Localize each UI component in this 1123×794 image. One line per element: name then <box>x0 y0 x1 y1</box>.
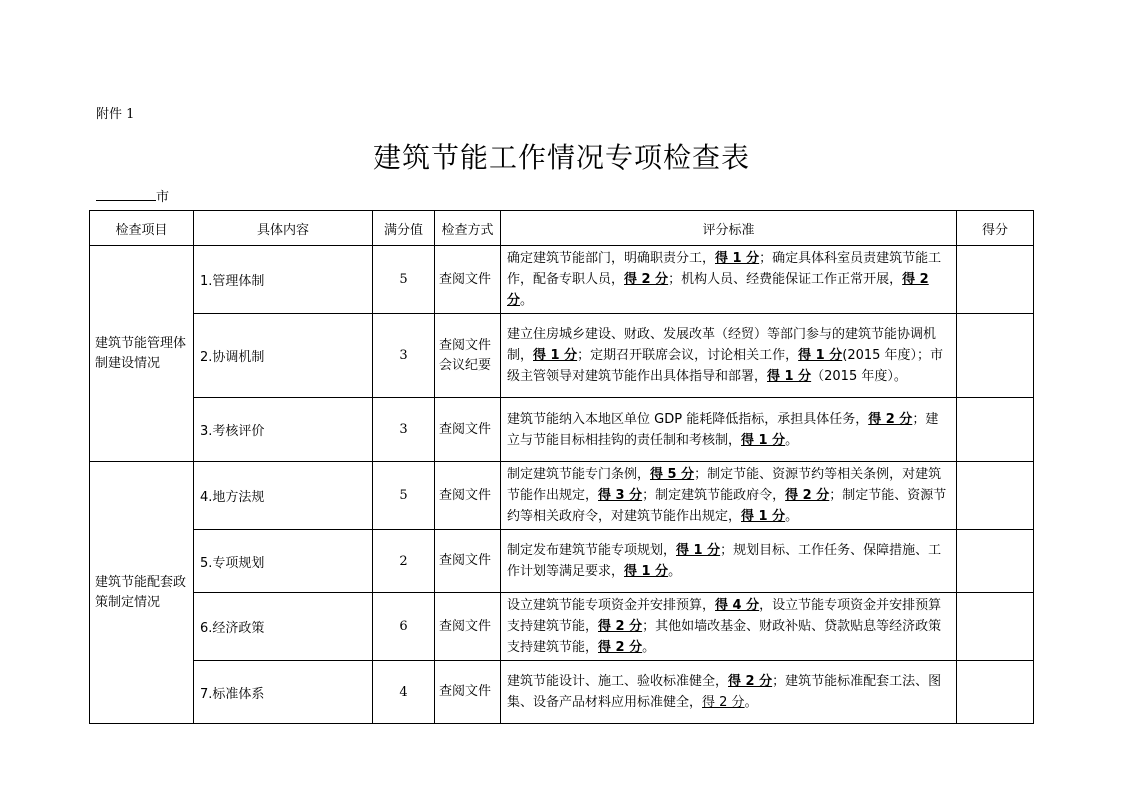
full-score-cell: 3 <box>373 314 435 398</box>
method-cell: 查阅文件会议纪要 <box>435 314 501 398</box>
criteria-cell <box>501 398 957 462</box>
criteria-text: ，设立节能专项资金并安排预算支持建筑节能， <box>507 598 942 634</box>
full-score-cell: 6 <box>373 593 435 661</box>
city-line <box>96 186 169 205</box>
page-title: 建筑节能工作情况专项检查表 <box>372 141 750 174</box>
score-emphasis: 得 1 分 <box>798 348 843 363</box>
criteria-text: ；定期召开联席会议，讨论相关工作， <box>577 348 799 363</box>
method-cell: 查阅文件 <box>435 462 501 530</box>
criteria-text: 建立住房城乡建设、财政、发展改革（经贸）等部门参与的建筑节能协调机制， <box>507 327 937 363</box>
full-score-cell: 2 <box>373 530 435 593</box>
criteria-text: ；制定节能、资源节约等相关条例，对建筑节能作出规定， <box>507 467 942 503</box>
city-blank <box>96 188 156 201</box>
score-emphasis: 得 2 分 <box>598 619 643 634</box>
criteria-text: 。 <box>668 564 682 579</box>
criteria-text: ；机构人员、经费能保证工作正常开展， <box>668 272 903 287</box>
score-emphasis: 得 1 分 <box>676 543 721 558</box>
criteria-text: ；制定建筑节能政府令， <box>642 488 786 503</box>
criteria-text: 制定发布建筑节能专项规划， <box>507 543 677 558</box>
criteria-text: 。 <box>785 432 799 448</box>
score-input-cell[interactable] <box>957 661 1034 724</box>
score-emphasis: 得 1 分 <box>624 564 669 579</box>
item-cell: 1.管理体制 <box>194 246 373 314</box>
criteria-text: 。 <box>520 293 534 308</box>
criteria-cell <box>501 462 957 530</box>
criteria-cell <box>501 314 957 398</box>
criteria-text: 设立建筑节能专项资金并安排预算， <box>507 598 716 613</box>
criteria-text: ；其他如墙改基金、财政补贴、贷款贴息等经济政策支持建筑节能， <box>507 619 942 655</box>
header-content: 具体内容 <box>194 211 373 246</box>
score-input-cell[interactable] <box>957 593 1034 661</box>
table-row <box>90 661 1034 724</box>
item-cell: 4.地方法规 <box>194 462 373 530</box>
table-row <box>90 593 1034 661</box>
full-score-cell: 5 <box>373 462 435 530</box>
item-cell: 6.经济政策 <box>194 593 373 661</box>
criteria-text: ；制定节能、资源节约等相关政府令，对建筑节能作出规定， <box>507 488 947 524</box>
score-emphasis: 得 1 分 <box>741 509 786 524</box>
criteria-cell <box>501 530 957 593</box>
score-emphasis: 得 2 分 <box>598 640 643 655</box>
table-row <box>90 246 1034 314</box>
method-cell: 查阅文件 <box>435 246 501 314</box>
score-emphasis: 得 4 分 <box>715 598 760 613</box>
category-cell: 建筑节能管理体制建设情况 <box>90 246 194 462</box>
criteria-text: 。 <box>785 509 799 524</box>
method-cell: 查阅文件 <box>435 530 501 593</box>
inspection-table <box>89 210 1034 724</box>
criteria-text: 建筑节能设计、施工、验收标准健全， <box>507 674 729 689</box>
score-input-cell[interactable] <box>957 462 1034 530</box>
header-score: 得分 <box>957 211 1034 246</box>
score-input-cell[interactable] <box>957 314 1034 398</box>
full-score-cell: 4 <box>373 661 435 724</box>
score-emphasis: 得 5 分 <box>650 467 695 482</box>
criteria-cell <box>501 661 957 724</box>
attachment-label: 附件 1 <box>96 107 135 122</box>
criteria-cell <box>501 593 957 661</box>
criteria-text: 。 <box>642 640 656 655</box>
category-cell: 建筑节能配套政策制定情况 <box>90 462 194 724</box>
header-criteria: 评分标准 <box>501 211 957 246</box>
method-cell: 查阅文件 <box>435 398 501 462</box>
score-emphasis: 得 1 分 <box>767 369 812 384</box>
header-row <box>90 211 1034 246</box>
criteria-text: ；确定具体科室员责建筑节能工作，配备专职人员， <box>507 251 942 287</box>
header-full-score: 满分值 <box>373 211 435 246</box>
score-emphasis: 得 2 分 <box>624 272 669 287</box>
criteria-text: 建筑节能纳入本地区单位 GDP 能耗降低指标，承担具体任务， <box>507 411 869 427</box>
score-emphasis: 得 2 分 <box>728 674 773 689</box>
method-cell: 查阅文件 <box>435 593 501 661</box>
item-cell: 2.协调机制 <box>194 314 373 398</box>
full-score-cell: 3 <box>373 398 435 462</box>
score-input-cell[interactable] <box>957 530 1034 593</box>
table-row <box>90 314 1034 398</box>
item-cell: 5.专项规划 <box>194 530 373 593</box>
score-emphasis: 得 3 分 <box>598 488 643 503</box>
criteria-text: ；建立与节能目标相挂钩的责任制和考核制， <box>507 411 939 448</box>
score-input-cell[interactable] <box>957 398 1034 462</box>
criteria-text: ；规划目标、工作任务、保障措施、工作计划等满足要求， <box>507 543 942 579</box>
score-input-cell[interactable] <box>957 246 1034 314</box>
city-suffix: 市 <box>156 190 170 205</box>
header-category: 检查项目 <box>90 211 194 246</box>
criteria-text: 确定建筑节能部门，明确职责分工， <box>507 251 716 266</box>
criteria-text: 。 <box>744 695 758 710</box>
score-emphasis: 得 2 分 <box>868 411 913 427</box>
criteria-text: (2015 年度）；市级主管领导对建筑节能作出具体指导和部署， <box>507 348 944 384</box>
item-cell: 3.考核评价 <box>194 398 373 462</box>
criteria-text: 制定建筑节能专门条例， <box>507 467 651 482</box>
score-emphasis: 得 1 分 <box>715 251 760 266</box>
score-emphasis: 得 2 分 <box>785 488 830 503</box>
header-method: 检查方式 <box>435 211 501 246</box>
full-score-cell: 5 <box>373 246 435 314</box>
criteria-text: ；建筑节能标准配套工法、图集、设备产品材料应用标准健全， <box>507 674 942 710</box>
criteria-cell <box>501 246 957 314</box>
score-emphasis: 得 2 分 <box>507 272 929 308</box>
method-cell: 查阅文件 <box>435 661 501 724</box>
score-emphasis: 得 1 分 <box>533 348 578 363</box>
criteria-text: （2015 年度）。 <box>811 369 907 384</box>
item-cell: 7.标准体系 <box>194 661 373 724</box>
score-emphasis: 得 1 分 <box>741 432 786 448</box>
score-emphasis: 得 2 分 <box>702 695 745 710</box>
table-row <box>90 398 1034 462</box>
table-row <box>90 530 1034 593</box>
table-row <box>90 462 1034 530</box>
